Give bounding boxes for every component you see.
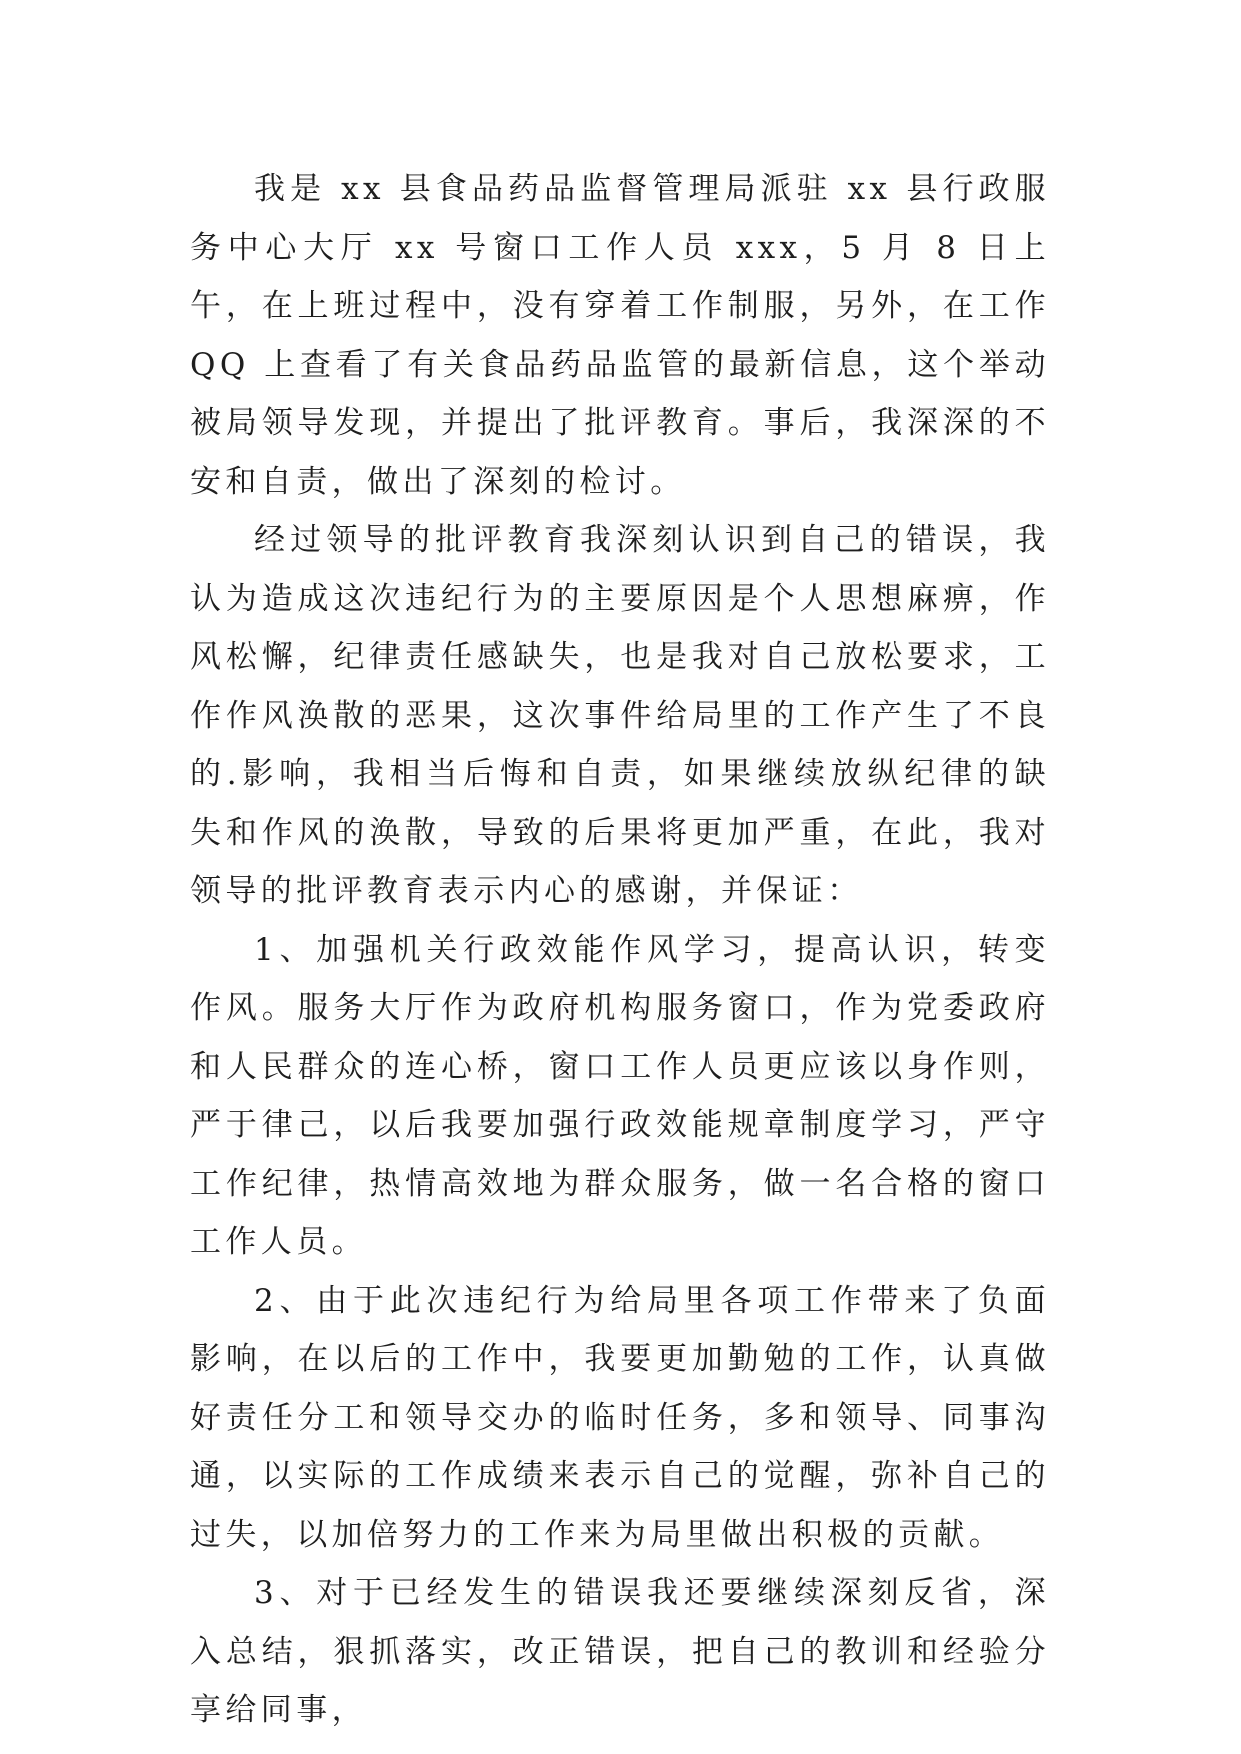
paragraph-reflection: 经过领导的批评教育我深刻认识到自己的错误，我认为造成这次违纪行为的主要原因是个人思想麻痹，作风松懈，纪律责任感缺失，也是我对自己放松要求，工作作风涣散的恶果，这次事件给局里的工作产生了不良的.影响，我相当后悔和自责，如果继续放纵纪律的缺失和作风的涣散，导致的后果将更加严重，在此，我对领导的批评教育表示内心的感谢，并保证：: [190, 522, 1050, 909]
paragraph-pledge-1: 1、加强机关行政效能作风学习，提高认识，转变作风。服务大厅作为政府机构服务窗口，作为党委政府和人民群众的连心桥，窗口工作人员更应该以身作则，严于律己，以后我要加强行政效能规章制度学习，严守工作纪律，热情高效地为群众服务，做一名合格的窗口工作人员。: [190, 931, 1050, 1260]
paragraph-pledge-2: 2、由于此次违纪行为给局里各项工作带来了负面影响，在以后的工作中，我要更加勤勉的工作，认真做好责任分工和领导交办的临时任务，多和领导、同事沟通，以实际的工作成绩来表示自己的觉醒，弥补自己的过失，以加倍努力的工作来为局里做出积极的贡献。: [190, 1282, 1050, 1553]
paragraph-intro: 我是 xx 县食品药品监督管理局派驻 xx 县行政服务中心大厅 xx 号窗口工作人员 xxx，5 月 8 日上午，在上班过程中，没有穿着工作制服，另外，在工作 QQ 上查看了有关食品药品监管的最新信息，这个举动被局领导发现，并提出了批评教育。事后，我深深的不安和自责，做出了深刻的检讨。: [190, 171, 1065, 500]
document-body: [190, 160, 1065, 1740]
paragraph-pledge-3: 3、对于已经发生的错误我还要继续深刻反省，深入总结，狠抓落实，改正错误，把自己的教训和经验分享给同事，: [190, 1575, 1050, 1728]
